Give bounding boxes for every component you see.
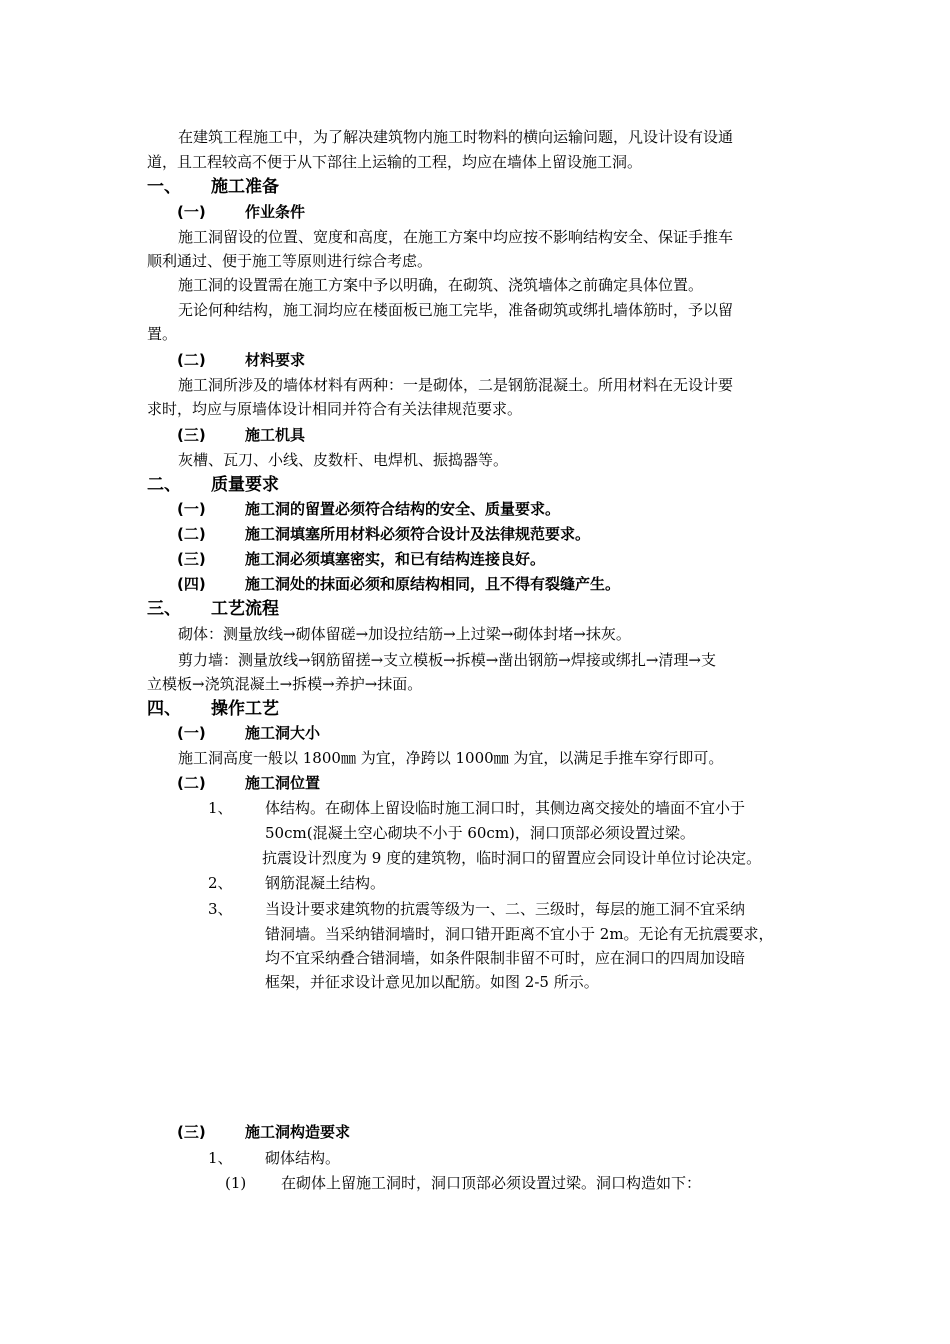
section-1c-title: 施工机具 [245,426,306,444]
paragraph: 立模板→浇筑混凝土→拆模→养护→抹面。 [147,675,423,693]
quality-item-3-text: 施工洞必须填塞密实，和已有结构连接良好。 [245,550,546,568]
sub-item-number: (1) [225,1174,247,1192]
section-2-number: 二、 [147,475,181,495]
section-1a-number: (一) [177,203,206,221]
intro-line-2: 道，且工程较高不便于从下部往上运输的工程，均应在墙体上留设施工洞。 [147,153,643,171]
sub-item-text: 在砌体上留施工洞时，洞口顶部必须设置过梁。洞口构造如下： [281,1174,702,1192]
quality-item-1-number: (一) [177,500,206,518]
section-4-number: 四、 [147,699,181,719]
section-4-title: 操作工艺 [211,699,279,719]
section-4b-title: 施工洞位置 [245,774,321,792]
section-3-number: 三、 [147,599,181,619]
quality-item-3-number: (三) [177,550,206,568]
list-item-number: 1、 [208,1149,233,1167]
list-item-number: 2、 [208,874,233,892]
section-3-title: 工艺流程 [211,599,279,619]
list-item-text: 框架，并征求设计意见加以配筋。如图 2-5 所示。 [265,973,599,991]
section-1b-number: (二) [177,351,206,369]
paragraph: 施工洞的设置需在施工方案中予以明确，在砌筑、浇筑墙体之前确定具体位置。 [178,276,704,294]
paragraph: 无论何种结构，施工洞均应在楼面板已施工完毕，准备砌筑或绑扎墙体筋时，予以留 [178,301,734,319]
list-item-number: 3、 [208,900,233,918]
quality-item-1-text: 施工洞的留置必须符合结构的安全、质量要求。 [245,500,561,518]
list-item-text: 当设计要求建筑物的抗震等级为一、二、三级时，每层的施工洞不宜采纳 [265,900,746,918]
paragraph: 求时，均应与原墙体设计相同并符合有关法律规范要求。 [147,400,523,418]
paragraph: 置。 [147,325,178,343]
section-1c-number: (三) [177,426,206,444]
quality-item-4-text: 施工洞处的抹面必须和原结构相同，且不得有裂缝产生。 [245,575,621,593]
section-1b-title: 材料要求 [245,351,306,369]
list-item-text: 砌体结构。 [265,1149,341,1167]
paragraph: 砌体：测量放线→砌体留磋→加设拉结筋→上过梁→砌体封堵→抹灰。 [178,625,631,643]
section-4c-title: 施工洞构造要求 [245,1123,351,1141]
section-2-title: 质量要求 [211,475,279,495]
section-1-number: 一、 [147,177,181,197]
list-item-text: 均不宜采纳叠合错洞墙，如条件限制非留不可时，应在洞口的四周加设暗 [265,949,746,967]
intro-line-1: 在建筑工程施工中，为了解决建筑物内施工时物料的横向运输问题，凡设计设有设通 [178,128,734,146]
list-item-text: 50cm(混凝土空心砌块不小于 60cm)，洞口顶部必须设置过梁。 [265,824,695,842]
paragraph: 剪力墙：测量放线→钢筋留搓→支立模板→拆模→凿出钢筋→焊接或绑扎→清理→支 [178,651,716,669]
section-4a-title: 施工洞大小 [245,724,321,742]
section-4c-number: (三) [177,1123,206,1141]
paragraph: 顺利通过、便于施工等原则进行综合考虑。 [147,252,433,270]
quality-item-2-text: 施工洞填塞所用材料必须符合设计及法律规范要求。 [245,525,591,543]
list-item-text: 抗震设计烈度为 9 度的建筑物，临时洞口的留置应会同设计单位讨论决定。 [262,849,762,867]
paragraph: 施工洞所涉及的墙体材料有两种：一是砌体，二是钢筋混凝土。所用材料在无设计要 [178,376,734,394]
quality-item-2-number: (二) [177,525,206,543]
quality-item-4-number: (四) [177,575,206,593]
section-4a-number: (一) [177,724,206,742]
paragraph: 施工洞高度一般以 1800㎜ 为宜，净跨以 1000㎜ 为宜，以满足手推车穿行即可。 [178,749,724,767]
list-item-text: 错洞墙。当采纳错洞墙时，洞口错开距离不宜小于 2m。无论有无抗震要求， [265,925,774,943]
section-1-title: 施工准备 [211,177,279,197]
paragraph: 施工洞留设的位置、宽度和高度，在施工方案中均应按不影响结构安全、保证手推车 [178,228,734,246]
section-1a-title: 作业条件 [245,203,306,221]
section-4b-number: (二) [177,774,206,792]
list-item-number: 1、 [208,799,233,817]
list-item-text: 钢筋混凝土结构。 [265,874,386,892]
list-item-text: 体结构。在砌体上留设临时施工洞口时，其侧边离交接处的墙面不宜小于 [265,799,746,817]
paragraph: 灰槽、瓦刀、小线、皮数杆、电焊机、振捣器等。 [178,451,509,469]
